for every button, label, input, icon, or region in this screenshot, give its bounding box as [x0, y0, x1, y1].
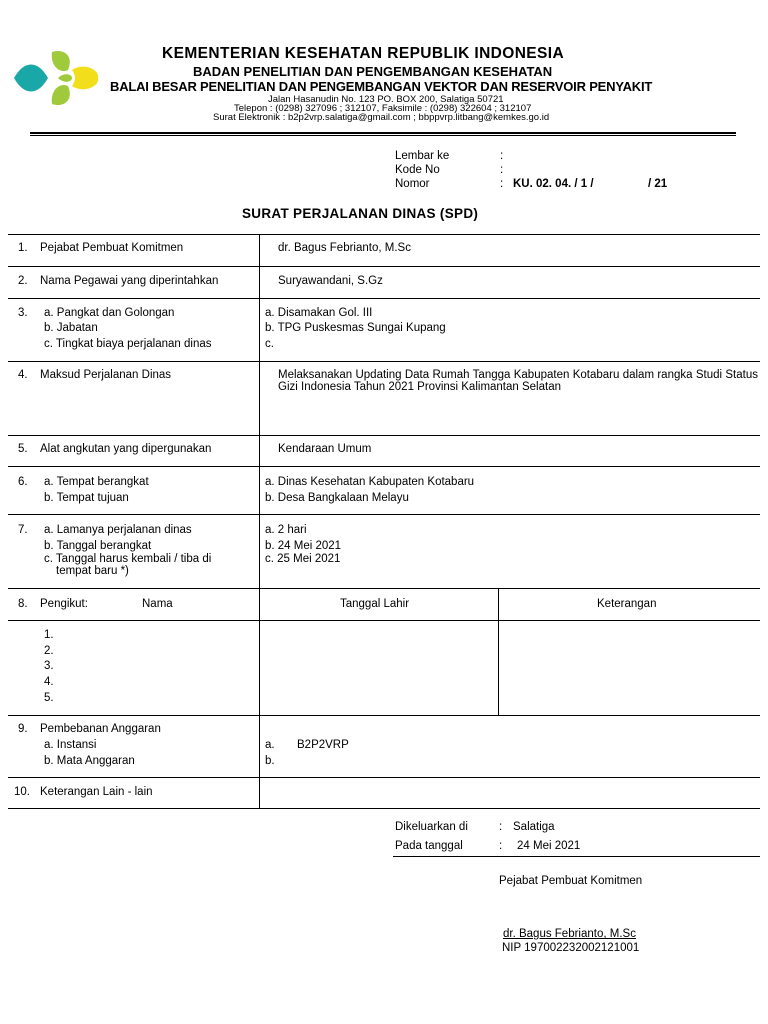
table-line [8, 514, 760, 515]
logo-leaf-green-top [52, 51, 70, 71]
date-value: 24 Mei 2021 [517, 840, 581, 852]
row2-value: Suryawandani, S.Gz [278, 275, 383, 287]
row7-value-a: a. 2 hari [265, 524, 307, 536]
row7-label-b: b. Tanggal berangkat [44, 540, 152, 552]
row3-label-b: b. Jabatan [44, 322, 98, 334]
table-line [8, 715, 760, 716]
follower-item: 1. [44, 629, 54, 641]
document-title: SURAT PERJALANAN DINAS (SPD) [242, 206, 479, 221]
footer-rule [393, 856, 760, 857]
table-column-divider [498, 588, 499, 716]
row2-number: 2. [18, 275, 28, 287]
row3-value-c: c. [265, 338, 274, 350]
header-rule [30, 132, 736, 134]
row5-label: Alat angkutan yang dipergunakan [40, 443, 212, 455]
row5-value: Kendaraan Umum [278, 443, 372, 455]
row6-number: 6. [18, 476, 28, 488]
follower-item: 2. [44, 645, 54, 657]
row7-label-c-cont: tempat baru *) [56, 565, 129, 577]
logo-leaf-yellow [72, 67, 98, 90]
row9-label: Pembebanan Anggaran [40, 723, 161, 735]
row3-label-a: a. Pangkat dan Golongan [44, 307, 175, 319]
row8-label: Pengikut: [40, 598, 88, 610]
row1-number: 1. [18, 242, 28, 254]
row3-value-b: b. TPG Puskesmas Sungai Kupang [265, 322, 446, 334]
signer-nip: NIP 197002232002121001 [502, 942, 640, 954]
row9-value-a: B2P2VRP [297, 739, 349, 751]
row7-value-b: b. 24 Mei 2021 [265, 540, 342, 552]
kode-colon: : [500, 164, 504, 176]
signer-title: Pejabat Pembuat Komitmen [499, 875, 643, 887]
follower-item: 5. [44, 692, 54, 704]
ministry-logo [12, 48, 102, 108]
row7-number: 7. [18, 524, 28, 536]
header-email: Surat Elektronik : b2p2vrp.salatiga@gmail.com ; bbppvrp.litbang@kemkes.go.id [213, 112, 550, 123]
nomor-suffix: / 21 [648, 178, 668, 190]
nomor-value: KU. 02. 04. / 1 / [513, 178, 594, 190]
issued-label: Dikeluarkan di [395, 821, 468, 833]
row10-number: 10. [14, 786, 30, 798]
row9-value-b: b. [265, 755, 275, 767]
table-line [8, 298, 760, 299]
header-institute: BALAI BESAR PENELITIAN DAN PENGEMBANGAN VEKTOR DAN RESERVOIR PENYAKIT [110, 79, 653, 94]
row6-label-b: b. Tempat tujuan [44, 492, 129, 504]
lembar-label: Lembar ke [395, 150, 450, 162]
row6-value-a: a. Dinas Kesehatan Kabupaten Kotabaru [265, 476, 475, 488]
date-label: Pada tanggal [395, 840, 463, 852]
row9-label-a: a. Instansi [44, 739, 97, 751]
table-line [8, 620, 760, 621]
row8-col-dob: Tanggal Lahir [340, 598, 410, 610]
row8-col-name: Nama [142, 598, 173, 610]
lembar-colon: : [500, 150, 504, 162]
follower-item: 4. [44, 676, 54, 688]
row6-label-a: a. Tempat berangkat [44, 476, 149, 488]
row3-number: 3. [18, 307, 28, 319]
row6-value-b: b. Desa Bangkalaan Melayu [265, 492, 409, 504]
row2-label: Nama Pegawai yang diperintahkan [40, 275, 219, 287]
table-line [8, 808, 760, 809]
row9-label-b: b. Mata Anggaran [44, 755, 135, 767]
table-line [8, 466, 760, 467]
table-column-divider [259, 234, 260, 809]
row7-label-a: a. Lamanya perjalanan dinas [44, 524, 192, 536]
row8-number: 8. [18, 598, 28, 610]
table-line [8, 435, 760, 436]
table-line [8, 777, 760, 778]
issued-value: Salatiga [513, 821, 555, 833]
row5-number: 5. [18, 443, 28, 455]
row3-value-a: a. Disamakan Gol. III [265, 307, 373, 319]
row4-label: Maksud Perjalanan Dinas [40, 369, 172, 381]
signer-name: dr. Bagus Febrianto, M.Sc [503, 928, 636, 940]
row3-label-c: c. Tingkat biaya perjalanan dinas [44, 338, 212, 350]
header-phone: Telepon : (0298) 327096 ; 312107, Faksimile : (0298) 322604 ; 312107 [234, 103, 532, 114]
issued-colon: : [499, 821, 503, 833]
row1-value: dr. Bagus Febrianto, M.Sc [278, 242, 411, 254]
table-line [8, 361, 760, 362]
row9-value-a-prefix: a. [265, 739, 275, 751]
logo-leaf-green-bottom [52, 85, 70, 105]
header-ministry: KEMENTERIAN KESEHATAN REPUBLIK INDONESIA [162, 45, 565, 62]
row9-number: 9. [18, 723, 28, 735]
row7-value-c: c. 25 Mei 2021 [265, 553, 341, 565]
row1-label: Pejabat Pembuat Komitmen [40, 242, 184, 254]
table-line [8, 588, 760, 589]
nomor-label: Nomor [395, 178, 430, 190]
follower-item: 3. [44, 660, 54, 672]
row8-col-note: Keterangan [597, 598, 657, 610]
kode-label: Kode No [395, 164, 440, 176]
table-line [8, 266, 760, 267]
date-colon: : [499, 840, 503, 852]
row7-label-c: c. Tanggal harus kembali / tiba di [44, 553, 212, 565]
row4-number: 4. [18, 369, 28, 381]
table-line [8, 234, 760, 235]
header-rule-thin [30, 135, 736, 136]
row10-label: Keterangan Lain - lain [40, 786, 153, 798]
nomor-colon: : [500, 178, 504, 190]
row4-value: Melaksanakan Updating Data Rumah Tangga Kabupaten Kotabaru dalam rangka Studi Status Gizi Indonesia Tahun 2021 Provinsi Kalimantan Selatan [278, 369, 758, 393]
logo-leaf-teal [14, 65, 48, 92]
header-agency: BADAN PENELITIAN DAN PENGEMBANGAN KESEHATAN [193, 64, 553, 79]
logo-leaf-green-right [58, 74, 72, 82]
header-address: Jalan Hasanudin No. 123 PO. BOX 200, Salatiga 50721 [268, 94, 504, 105]
